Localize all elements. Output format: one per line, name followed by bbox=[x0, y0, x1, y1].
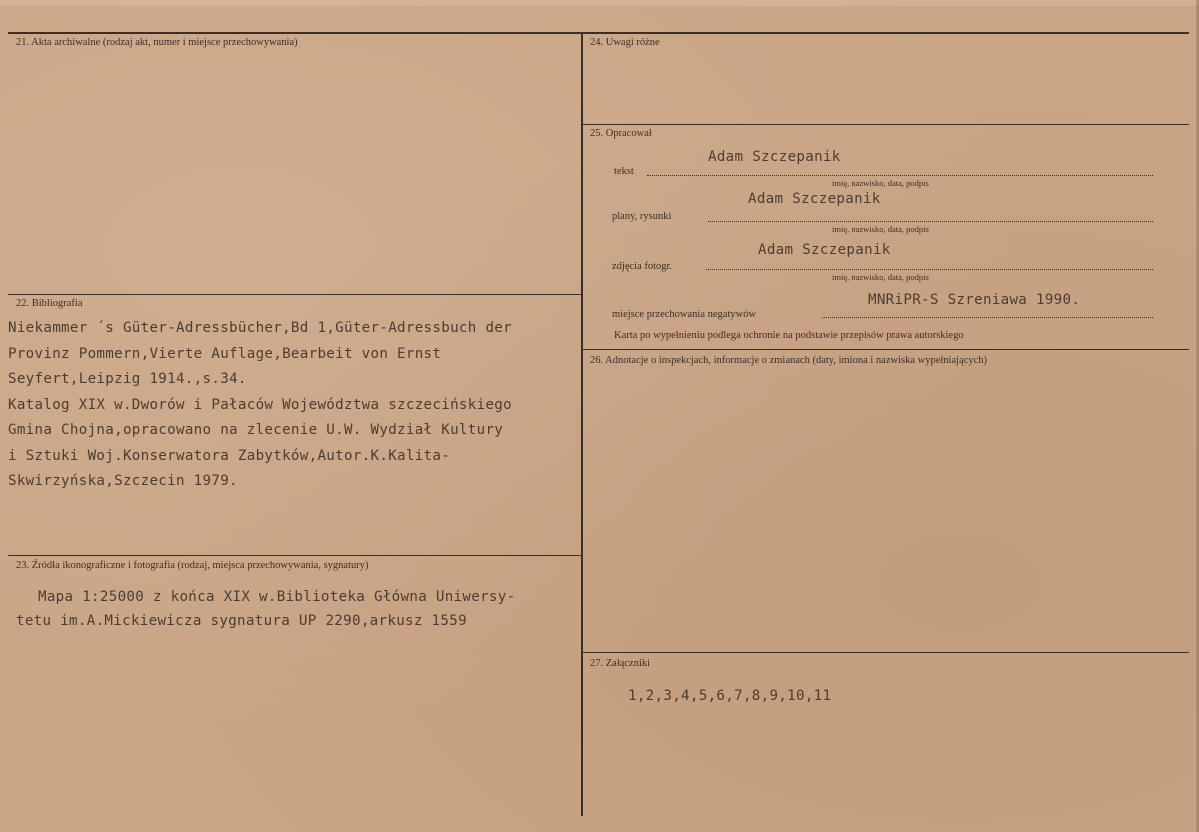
tekst-caption: imię, nazwisko, data, podpis bbox=[832, 178, 929, 188]
attachments-value: 1,2,3,4,5,6,7,8,9,10,11 bbox=[628, 688, 832, 704]
plany-label: plany, rysunki bbox=[612, 211, 672, 222]
right-rule-24-25 bbox=[583, 124, 1189, 125]
section-26-label: 26. Adnotacje o inspekcjach, informacje o zmianach (daty, imiona i nazwiska wypełniających) bbox=[590, 355, 988, 366]
zdjecia-label: zdjęcia fotogr. bbox=[612, 261, 673, 272]
iconography-line: tetu im.A.Mickiewicza sygnatura UP 2290,arkusz 1559 bbox=[16, 613, 467, 629]
center-divider bbox=[581, 32, 583, 816]
miejsce-value: MNRiPR-S Szreniawa 1990. bbox=[868, 292, 1081, 308]
tekst-label: tekst bbox=[614, 166, 634, 177]
section-25-label: 25. Opracował bbox=[590, 128, 652, 139]
bibliography-line: Skwirzyńska,Szczecin 1979. bbox=[8, 473, 238, 489]
bibliography-line: Gmina Chojna,opracowano na zlecenie U.W. Wydział Kultury bbox=[8, 422, 504, 438]
section-23-label: 23. Źródła ikonograficzne i fotografia (rodzaj, miejsca przechowywania, sygnatury) bbox=[16, 560, 369, 571]
zdjecia-caption: imię, nazwisko, data, podpis bbox=[832, 272, 929, 282]
iconography-text bbox=[16, 585, 516, 633]
paper-edge-top bbox=[0, 0, 1199, 6]
copyright-note: Karta po wypełnieniu podlega ochronie na podstawie przepisów prawa autorskiego bbox=[614, 330, 964, 341]
right-rule-26-27 bbox=[583, 652, 1189, 653]
right-rule-25-26 bbox=[583, 349, 1189, 350]
bibliography-line: i Sztuki Woj.Konserwatora Zabytków,Autor.K.Kalita- bbox=[8, 447, 451, 464]
bibliography-text bbox=[8, 316, 512, 495]
top-rule bbox=[8, 32, 1189, 34]
bibliography-line: Provinz Pommern,Vierte Auflage,Bearbeit von Ernst bbox=[8, 345, 442, 362]
section-24-label: 24. Uwagi różne bbox=[590, 37, 660, 48]
plany-value: Adam Szczepanik bbox=[748, 191, 881, 207]
tekst-value: Adam Szczepanik bbox=[708, 149, 841, 165]
zdjecia-value: Adam Szczepanik bbox=[758, 242, 891, 258]
zdjecia-line bbox=[706, 269, 1153, 270]
miejsce-label: miejsce przechowania negatywów bbox=[612, 309, 757, 320]
plany-line bbox=[708, 221, 1153, 222]
left-rule-21-22 bbox=[8, 294, 581, 295]
miejsce-line bbox=[822, 317, 1153, 318]
bibliography-line: Katalog XIX w.Dworów i Pałaców Województwa szczecińskiego bbox=[8, 396, 512, 413]
left-rule-22-23 bbox=[8, 555, 581, 556]
tekst-line bbox=[647, 175, 1153, 176]
bibliography-line: Seyfert,Leipzig 1914.,s.34. bbox=[8, 371, 247, 387]
section-22-label: 22. Bibliografia bbox=[16, 298, 83, 309]
bibliography-line: Niekammer ´s Güter-Adressbücher,Bd 1,Güter-Adressbuch der bbox=[8, 320, 512, 336]
plany-caption: imię, nazwisko, data, podpis bbox=[832, 224, 929, 234]
section-21-label: 21. Akta archiwalne (rodzaj akt, numer i miejsce przechowywania) bbox=[16, 37, 298, 48]
section-27-label: 27. Załączniki bbox=[590, 658, 651, 669]
iconography-line: Mapa 1:25000 z końca XIX w.Biblioteka Główna Uniwersy- bbox=[38, 589, 516, 605]
